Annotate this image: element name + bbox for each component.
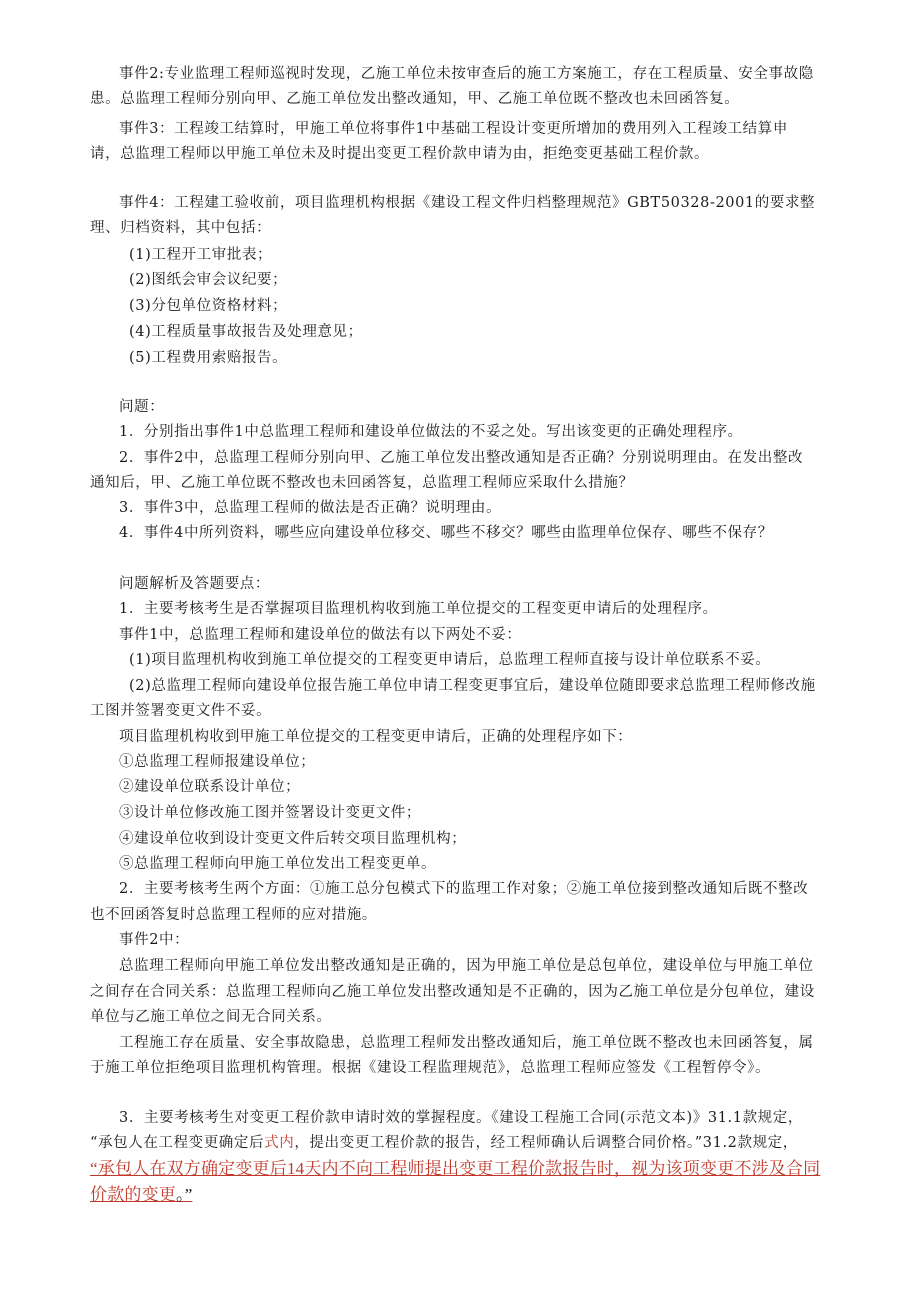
answer-3-line2-pre: “承包人在工程变更确定后 xyxy=(90,1135,265,1151)
question-3: 3．事件3中，总监理工程师的做法是否正确？说明理由。 xyxy=(119,500,502,516)
answer-1-intro: 1．主要考核考生是否掌握项目监理机构收到施工单位提交的工程变更申请后的处理程序。 xyxy=(119,601,718,617)
event4-line2: 理、归档资料，其中包括： xyxy=(90,220,272,236)
answer-1-step-3: ③设计单位修改施工图并签署设计变更文件； xyxy=(119,805,421,821)
event3-line2: 请，总监理工程师以甲施工单位未及时提出变更工程价款申请为由，拒绝变更基础工程价款。 xyxy=(90,146,710,162)
questions-heading: 问题： xyxy=(119,399,165,415)
answer-1-step-1: ①总监理工程师报建设单位； xyxy=(119,754,316,770)
answer-3-line2-red: 式内 xyxy=(264,1135,295,1151)
answer-2-p1-line3: 单位与乙施工单位之间无合同关系。 xyxy=(90,1009,332,1025)
question-2-line2: 通知后，甲、乙施工单位既不整改也未回函答复，总监理工程师应采取什么措施？ xyxy=(90,475,634,491)
answer-2-line2: 也不回函答复时总监理工程师的应对措施。 xyxy=(90,907,377,923)
answer-2-line1: 2．主要考核考生两个方面：①施工总分包模式下的监理工作对象；②施工单位接到整改通知后既不整改 xyxy=(119,881,809,897)
answer-1-point-2-line2: 工图并签署变更文件不妥。 xyxy=(90,703,272,719)
answer-1-procedure-intro: 项目监理机构收到甲施工单位提交的工程变更申请后，正确的处理程序如下： xyxy=(119,729,633,745)
event2-line1: 事件2:专业监理工程师巡视时发现，乙施工单位未按审查后的施工方案施工，存在工程质量、安全事故隐 xyxy=(119,66,814,82)
event4-item-4: (4)工程质量事故报告及处理意见； xyxy=(129,324,363,340)
answer-1-point-1: (1)项目监理机构收到施工单位提交的工程变更申请后，总监理工程师直接与设计单位联系不妥。 xyxy=(129,652,771,668)
answer-1-event: 事件1中，总监理工程师和建设单位的做法有以下两处不妥： xyxy=(119,627,522,643)
event4-item-3: (3)分包单位资格材料； xyxy=(129,298,288,314)
answer-3-highlight-line2-end: 。” xyxy=(176,1185,193,1204)
answer-2-p2-line1: 工程施工存在质量、安全事故隐患，总监理工程师发出整改通知后，施工单位既不整改也未回函答复，属 xyxy=(119,1035,814,1051)
event4-item-2: (2)图纸会审会议纪要； xyxy=(129,272,288,288)
answer-1-point-2-line1: (2)总监理工程师向建设单位报告施工单位申请工程变更事宜后，建设单位随即要求总监理工程师修改施 xyxy=(129,678,816,694)
event2-line2: 患。总监理工程师分别向甲、乙施工单位发出整改通知，甲、乙施工单位既不整改也未回函答复。 xyxy=(90,91,740,107)
answer-2-p2-line2: 于施工单位拒绝项目监理机构管理。根据《建设工程监理规范》，总监理工程师应签发《工程暂停令》。 xyxy=(90,1060,771,1076)
answer-2-p1-line2: 之间存在合同关系：总监理工程师向乙施工单位发出整改通知是不正确的，因为乙施工单位是分包单位，建设 xyxy=(90,984,815,1000)
answer-1-step-5: ⑤总监理工程师向甲施工单位发出工程变更单。 xyxy=(119,856,437,872)
answer-3-highlight-line2-text: 价款的变更 xyxy=(90,1185,176,1204)
question-1: 1．分别指出事件1中总监理工程师和建设单位做法的不妥之处。写出该变更的正确处理程序。 xyxy=(119,424,743,440)
answer-3-line1: 3．主要考核考生对变更工程价款申请时效的掌握程度。《建设工程施工合同(示范文本)》31.1款规定， xyxy=(119,1110,803,1126)
question-2-line1: 2．事件2中，总监理工程师分别向甲、乙施工单位发出整改通知是否正确？分别说明理由。在发出整改 xyxy=(119,450,804,466)
answers-heading: 问题解析及答题要点： xyxy=(119,576,270,592)
event4-line1: 事件4：工程建工验收前，项目监理机构根据《建设工程文件归档整理规范》GBT50328-2001的要求整 xyxy=(119,195,816,211)
event4-item-5: (5)工程费用索赔报告。 xyxy=(129,350,288,366)
event3-line1: 事件3：工程竣工结算时，甲施工单位将事件1中基础工程设计变更所增加的费用列入工程竣工结算申 xyxy=(119,121,788,137)
answer-3-highlight-line1: “承包人在双方确定变更后14天内不向工程师提出变更工程价款报告时，视为该项变更不涉及合同 xyxy=(90,1159,821,1178)
event4-item-1: (1)工程开工审批表； xyxy=(129,247,273,263)
question-4: 4．事件4中所列资料，哪些应向建设单位移交、哪些不移交？哪些由监理单位保存、哪些不保存？ xyxy=(119,525,773,541)
answer-3-line2-post: ，提出变更工程价款的报告，经工程师确认后调整合同价格。”31.2款规定， xyxy=(294,1135,798,1151)
answer-2-event: 事件2中： xyxy=(119,932,190,948)
answer-3-line2 xyxy=(90,1133,798,1153)
answer-3-highlight-line2 xyxy=(90,1182,192,1208)
answer-1-step-2: ②建设单位联系设计单位； xyxy=(119,779,301,795)
answer-2-p1-line1: 总监理工程师向甲施工单位发出整改通知是正确的，因为甲施工单位是总包单位，建设单位与甲施工单位 xyxy=(119,958,814,974)
answer-1-step-4: ④建设单位收到设计变更文件后转交项目监理机构； xyxy=(119,831,467,847)
